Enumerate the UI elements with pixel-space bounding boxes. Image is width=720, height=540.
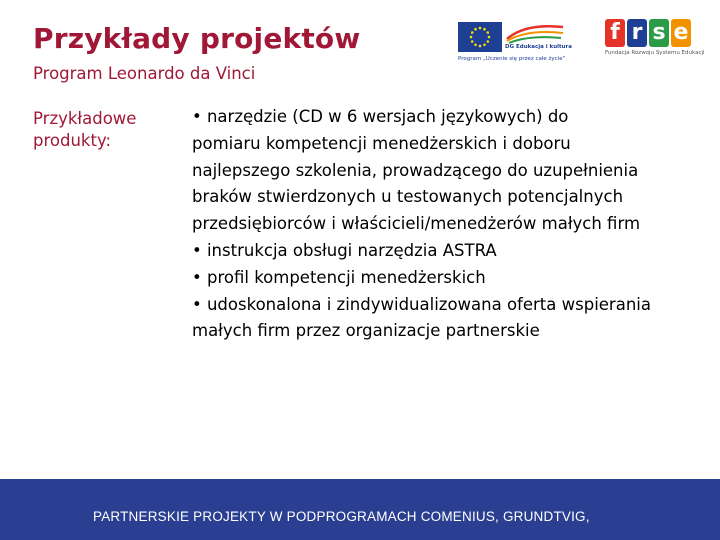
eu-lifelong-learning-logo [455,18,575,66]
content-line: • udoskonalona i zindywidualizowana oferta wspierania [192,294,651,314]
content-line: • instrukcja obsługi narzędzia ASTRA [192,240,497,260]
section-label-line-2: produkty: [33,131,112,150]
page-title: Przykłady projektów [33,22,361,55]
eu-flag-icon [458,22,502,52]
content-line: • narzędzie (CD w 6 wersjach językowych) do [192,107,569,126]
frse-logo [603,18,705,66]
frse-letter-f: f [605,19,625,47]
content-line: przedsiębiorców i właścicieli/menedżerów małych firm [192,214,641,234]
content-line: małych firm przez organizacje partnerskie [192,321,540,341]
frse-letter-e: e [671,19,691,47]
eu-dg-text: DG Edukacja i kultura [505,44,572,50]
content-line: • profil kompetencji menedżerskich [192,267,486,287]
footer-text: PARTNERSKIE PROJEKTY W PODPROGRAMACH COMENIUS, GRUNDTVIG, [93,509,590,524]
eu-program-text: Program „Uczenie się przez całe życie” [458,56,566,62]
frse-letter-r: r [627,19,647,47]
page-subtitle: Program Leonardo da Vinci [33,64,256,83]
frse-letter-s: s [649,19,669,47]
frse-name: Fundacja Rozwoju Systemu Edukacji [605,50,705,56]
frse-letters [605,19,691,47]
section-label-line-1: Przykładowe [33,109,137,128]
product-list [192,104,720,345]
logos-area [455,18,705,68]
content-line: pomiaru kompetencji menedżerskich i doboru [192,133,571,153]
footer-bar [0,479,720,540]
content-line: najlepszego szkolenia, prowadzącego do uzupełnienia [192,160,639,180]
content-line: braków stwierdzonych u testowanych potencjalnych [192,187,624,207]
section-label [33,108,136,152]
